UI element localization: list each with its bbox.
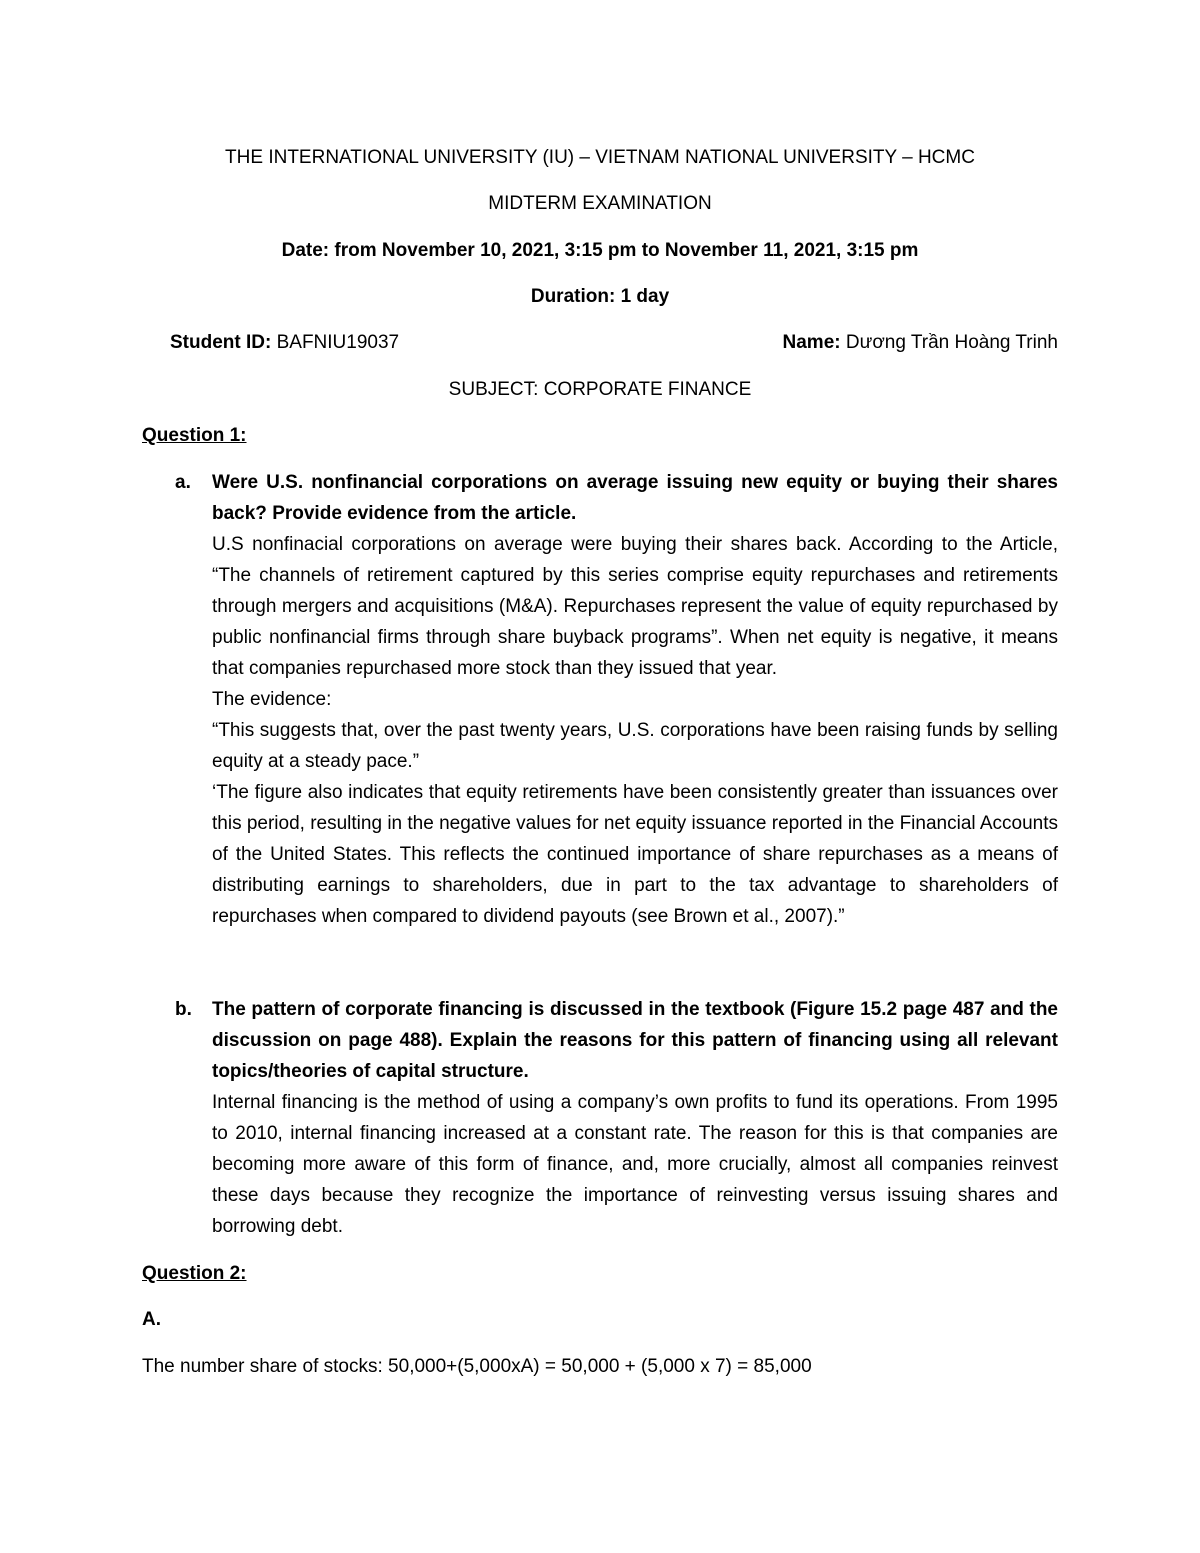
date-label: Date: <box>281 240 330 261</box>
question-1b <box>175 994 1058 1242</box>
duration-value: 1 day <box>620 286 670 307</box>
question-1b-answer: Internal financing is the method of using a company’s own profits to fund its operations. From 1995 to 2010, internal financing increased at a constant rate. The reason for this is that companies are becoming more aware of this form of finance, and, more crucially, almost all companies reinvest these days because they recognize the importance of reinvesting versus issuing shares and borrowing debt. <box>212 1092 1058 1237</box>
question-1a-evidence-label: The evidence: <box>212 689 332 710</box>
exam-title: MIDTERM EXAMINATION <box>488 193 712 214</box>
date-value: from November 10, 2021, 3:15 pm to November 11, 2021, 3:15 pm <box>334 240 919 261</box>
question-1-heading: Question 1: <box>142 425 247 446</box>
student-id-value: BAFNIU19037 <box>276 332 400 353</box>
question-1a <box>175 467 1058 932</box>
question-1a-quote-1: “This suggests that, over the past twenty years, U.S. corporations have been raising funds by selling equity at a steady pace.” <box>212 720 1058 772</box>
student-name <box>783 331 1058 355</box>
exam-date <box>0 239 1200 263</box>
student-id-label: Student ID: <box>170 332 272 353</box>
question-1a-quote-2: ‘The figure also indicates that equity retirements have been consistently greater than issuances over this period, resulting in the negative values for net equity issuance reported in the Financial Accounts of the United States. This reflects the continued importance of share repurchases as a means of distributing earnings to shareholders, due in part to the tax advantage to shareholders of repurchases when compared to dividend payouts (see Brown et al., 2007).” <box>212 782 1059 927</box>
question-1b-marker: b. <box>175 999 192 1020</box>
question-1b-text: The pattern of corporate financing is discussed in the textbook (Figure 15.2 page 487 and the discussion on page 488). Explain the reasons for this pattern of financing using all relevant topics/theories of capital structure. <box>212 999 1058 1082</box>
name-label: Name: <box>782 332 841 353</box>
question-1a-answer: U.S nonfinacial corporations on average were buying their shares back. According to the Article, “The channels of retirement captured by this series comprise equity repurchases and retirements through mergers and acquisitions (M&A). Repurchases represent the value of equity repurchased by public nonfinancial firms through share buyback programs”. When net equity is negative, it means that companies repurchased more stock than they issued that year. <box>212 534 1058 679</box>
question-1a-marker: a. <box>175 472 191 493</box>
student-info-row <box>170 331 1058 355</box>
name-value: Dương Trần Hoàng Trinh <box>845 332 1058 353</box>
subject-title: SUBJECT: CORPORATE FINANCE <box>448 379 752 400</box>
student-id <box>170 331 399 355</box>
question-1a-text: Were U.S. nonfinancial corporations on average issuing new equity or buying their shares back? Provide evidence from the article. <box>212 472 1058 524</box>
duration-label: Duration: <box>530 286 616 307</box>
question-2-part-a: A. <box>142 1309 161 1330</box>
question-2-heading: Question 2: <box>142 1263 247 1284</box>
exam-duration <box>0 285 1200 309</box>
university-title: THE INTERNATIONAL UNIVERSITY (IU) – VIETNAM NATIONAL UNIVERSITY – HCMC <box>225 147 975 168</box>
question-2-line: The number share of stocks: 50,000+(5,000xA) = 50,000 + (5,000 x 7) = 85,000 <box>142 1356 812 1377</box>
